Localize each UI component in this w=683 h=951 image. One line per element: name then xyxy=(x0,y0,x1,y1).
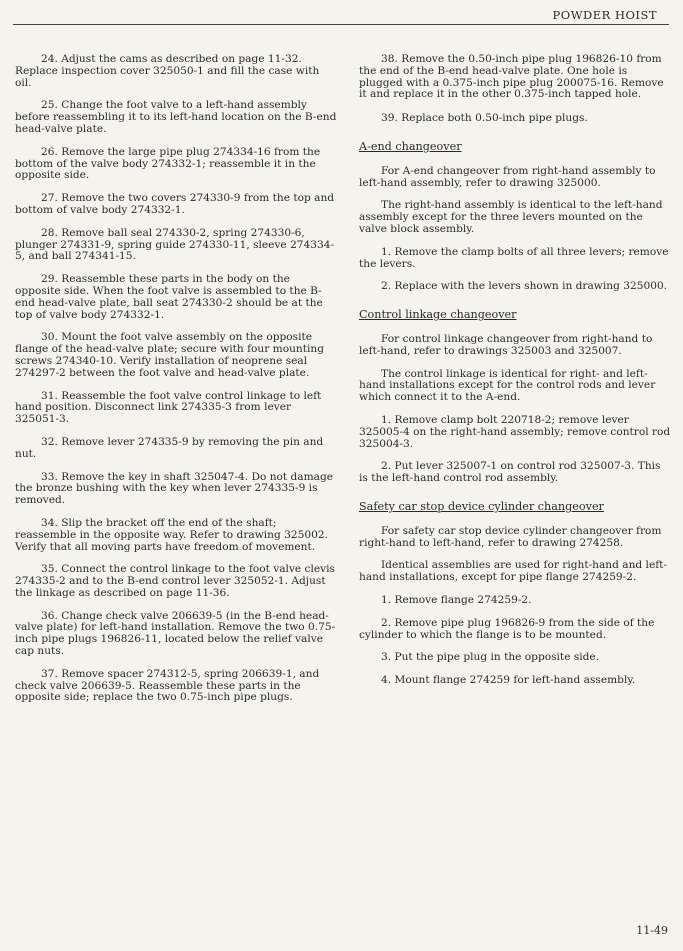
control-linkage-paragraph: For control linkage changeover from right-hand to left-hand, refer to drawings 325003 and 325007. xyxy=(359,332,653,357)
safety-car-step: 3. Put the pipe plug in the opposite side. xyxy=(381,651,600,664)
a-end-step: 1. Remove the clamp bolts of all three levers; remove the levers. xyxy=(359,245,669,270)
control-linkage-heading: Control linkage changeover xyxy=(359,308,517,322)
step-32: 32. Remove lever 274335-9 by removing the pin and nut. xyxy=(15,435,324,460)
step-36: 36. Change check valve 206639-5 (in the B-end head-valve plate) for left-hand installation. Remove the two 0.75-inch pipe plugs 196826-11, located below the relief valve cap nuts. xyxy=(15,609,336,658)
step-27: 27. Remove the two covers 274330-9 from the top and bottom of valve body 274332-1. xyxy=(15,192,335,216)
a-end-heading: A-end changeover xyxy=(359,139,462,153)
running-head: POWDER HOIST xyxy=(552,8,657,22)
a-end-paragraph: For A-end changeover from right-hand assembly to left-hand assembly, refer to drawing 325000. xyxy=(359,164,656,189)
a-end-step: 2. Replace with the levers shown in drawing 325000. xyxy=(381,280,668,293)
step-29: 29. Reassemble these parts in the body on the opposite side. When the foot valve is assembled to the B-end head-valve plate, ball seat 274330-2 should be at the top of valve body 274332-1. xyxy=(15,273,323,321)
step-31: 31. Reassemble the foot valve control linkage to left hand position. Disconnect link 274335-3 from lever 325051-3. xyxy=(15,389,322,426)
left-column xyxy=(15,54,338,715)
step-39: 39. Replace both 0.50-inch pipe plugs. xyxy=(381,112,588,125)
control-linkage-step: 2. Put lever 325007-1 on control rod 325007-3. This is the left-hand control rod assembly. xyxy=(359,460,661,485)
page-number: 11-49 xyxy=(636,924,668,937)
step-26: 26. Remove the large pipe plug 274334-16 from the bottom of the valve body 274332-1; reassemble it in the opposite side. xyxy=(15,145,321,182)
step-33: 33. Remove the key in shaft 325047-4. Do not damage the bronze bushing with the key when lever 274335-9 is removed. xyxy=(15,470,334,507)
a-end-paragraph: The right-hand assembly is identical to the left-hand assembly except for the three levers mounted on the valve block assembly. xyxy=(359,199,663,235)
safety-car-step: 4. Mount flange 274259 for left-hand assembly. xyxy=(381,674,636,687)
safety-car-heading: Safety car stop device cylinder changeover xyxy=(359,499,604,513)
step-25: 25. Change the foot valve to a left-hand assembly before reassembling it to its left-hand location on the B-end head-valve plate. xyxy=(15,99,337,135)
right-column xyxy=(359,54,672,698)
control-linkage-step: 1. Remove clamp bolt 220718-2; remove lever 325005-4 on the right-hand assembly; remove control rod 325004-3. xyxy=(359,413,671,450)
safety-car-step: 2. Remove pipe plug 196826-9 from the side of the cylinder to which the flange is to be mounted. xyxy=(359,616,655,641)
step-35: 35. Connect the control linkage to the foot valve clevis 274335-2 and to the B-end control lever 325052-1. Adjust the linkage as described on page 11-36. xyxy=(15,563,335,599)
step-37: 37. Remove spacer 274312-5, spring 206639-1, and check valve 206639-5. Reassemble these parts in the opposite side; replace the two 0.75-inch pipe plugs. xyxy=(15,667,320,704)
control-linkage-paragraph: The control linkage is identical for right- and left-hand installations except for the control rods and lever which connect it to the A-end. xyxy=(359,367,656,404)
safety-car-paragraph: Identical assemblies are used for right-hand and left-hand installations, except for pipe flange 274259-2. xyxy=(359,559,667,584)
step-34: 34. Slip the bracket off the end of the shaft; reassemble in the opposite way. Refer to drawing 325002. Verify that all moving parts have freedom of movement. xyxy=(15,516,328,553)
safety-car-paragraph: For safety car stop device cylinder changeover from right-hand to left-hand, refer to drawing 274258. xyxy=(359,524,662,549)
step-30: 30. Mount the foot valve assembly on the opposite flange of the head-valve plate; secure with four mounting screws 274340-10. Verify installation of neoprene seal 274297-2 between the foot valve and head-valve plate. xyxy=(15,331,324,379)
step-28: 28. Remove ball seal 274330-2, spring 274330-6, plunger 274331-9, spring guide 274330-11, sleeve 274334-5, and ball 274341-15. xyxy=(15,226,335,263)
step-38: 38. Remove the 0.50-inch pipe plug 196826-10 from the end of the B-end head-valve plate. One hole is plugged with a 0.375-inch pipe plug 200075-16. Remove it and replace it in the other 0.375-inch tapped hole. xyxy=(359,53,664,101)
step-24: 24. Adjust the cams as described on page 11-32. Replace inspection cover 325050-1 and fill the case with oil. xyxy=(15,53,320,89)
header-rule xyxy=(13,24,669,25)
safety-car-step: 1. Remove flange 274259-2. xyxy=(381,593,532,606)
